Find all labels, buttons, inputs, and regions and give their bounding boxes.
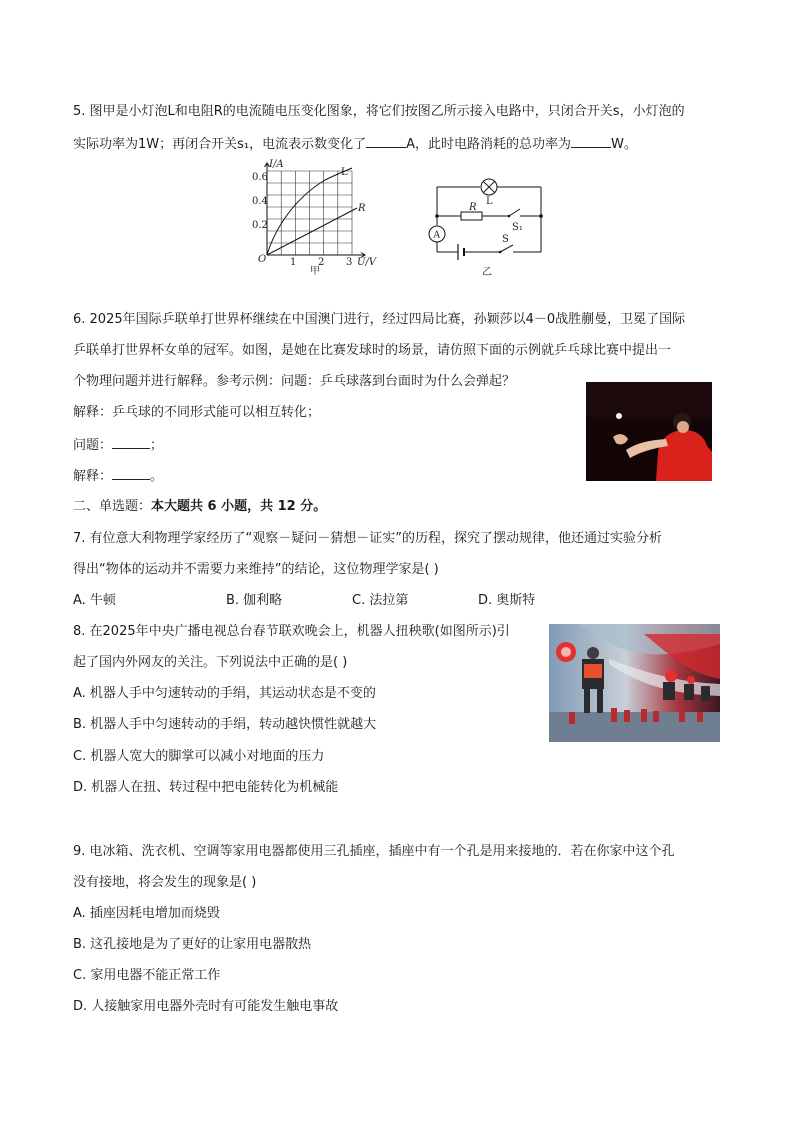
graph-caption: 甲 [310,266,320,277]
resistor-icon [461,212,482,220]
q5-blank-current[interactable] [366,133,406,148]
q6-line1: 6. 2025年国际乒联单打世界杯继续在中国澳门进行，经过四局比赛，孙颖莎以4－0战胜蒯曼，卫冕了国际 [73,312,686,327]
q6-line6 [73,465,163,487]
q6-answer-label: 解释： [73,469,113,484]
circuit-s-label: S [502,234,509,245]
q8-option-d[interactable]: D. 机器人在扭、转过程中把电能转化为机械能 [73,780,339,795]
q7-option-d[interactable]: D. 奥斯特 [478,593,536,608]
robot-dance-photo [549,624,720,742]
q6-line2: 乒联单打世界杯女单的冠军。如图，是她在比赛发球时的场景，请仿照下面的示例就乒乓球比赛中提出一 [73,343,672,358]
q5-line2 [73,133,637,155]
switch-s1-icon [509,209,520,216]
q7-option-c[interactable]: C. 法拉第 [352,593,409,608]
iu-graph [252,158,380,278]
q6-question-label: 问题： [73,438,113,453]
q8-line1: 8. 在2025年中央广播电视总台春节联欢晚会上，机器人扭秧歌(如图所示)引 [73,624,510,639]
q5-line2-c: W。 [611,137,637,152]
section2-detail: 本大题共 6 小题，共 12 分。 [151,499,327,514]
q6-line4: 解释：乒乓球的不同形式能可以相互转化； [73,405,321,420]
x-tick-3: 3 [346,257,353,268]
circuit-resistor-label: R [469,202,477,213]
q9-option-a[interactable]: A. 插座因耗电增加而烧毁 [73,906,220,921]
circuit-diagram [425,172,550,280]
q6-line5-end: ； [150,438,164,453]
ping-pong-ball-icon [616,413,622,419]
q6-answer-blank[interactable] [112,465,150,480]
q6-line6-end: 。 [150,469,164,484]
q8-option-a[interactable]: A. 机器人手中匀速转动的手绢，其运动状态是不变的 [73,686,376,701]
y-tick-04: 0.4 [252,196,268,207]
q9-line2: 没有接地，将会发生的现象是( ) [73,875,257,890]
switch-s-icon [500,245,513,252]
q9-line1: 9. 电冰箱、洗衣机、空调等家用电器都使用三孔插座，插座中有一个孔是用来接地的．若在你家中这个孔 [73,844,675,859]
q7-line2: 得出“物体的运动并不需要力来维持”的结论，这位物理学家是( ) [73,562,439,577]
circuit-s1-label: S₁ [512,222,523,233]
q6-question-blank[interactable] [112,434,150,449]
q9-option-c[interactable]: C. 家用电器不能正常工作 [73,968,221,983]
circuit-caption: 乙 [482,267,492,278]
section2-prefix: 二、单选题： [73,499,152,514]
q7-option-a[interactable]: A. 牛顿 [73,593,116,608]
q8-option-b[interactable]: B. 机器人手中匀速转动的手绢，转动越快惯性就越大 [73,717,377,732]
y-tick-06: 0.6 [252,172,268,183]
q5-line2-a: 实际功率为1W；再闭合开关s₁，电流表示数变化了 [73,137,367,152]
line-R [267,208,357,255]
q9-option-d[interactable]: D. 人接触家用电器外壳时有可能发生触电事故 [73,999,339,1014]
q7-line1: 7. 有位意大利物理学家经历了“观察－疑问－猜想－证实”的历程，探究了摆动规律，他还通过实验分析 [73,531,663,546]
q8-option-c[interactable]: C. 机器人宽大的脚掌可以减小对地面的压力 [73,749,325,764]
q6-line5 [73,434,163,456]
circuit-lamp-label: L [486,196,493,207]
q9-option-b[interactable]: B. 这孔接地是为了更好的让家用电器散热 [73,937,312,952]
circuit-ammeter-label: A [433,230,440,241]
q5-blank-power[interactable] [571,133,611,148]
table-tennis-photo [586,382,712,481]
q5-line1: 5. 图甲是小灯泡L和电阻R的电流随电压变化图象，将它们按图乙所示接入电路中，只闭合开关s，小灯泡的 [73,104,685,119]
q7-option-b[interactable]: B. 伽利略 [226,593,283,608]
graph-origin: O [258,254,267,265]
q8-line2: 起了国内外网友的关注。下列说法中正确的是( ) [73,655,348,670]
section2-heading [73,497,326,517]
graph-x-label: U/V [357,257,377,268]
y-tick-02: 0.2 [252,220,268,231]
graph-y-label: I/A [269,159,284,170]
q6-line3: 个物理问题并进行解释。参考示例：问题：乒乓球落到台面时为什么会弹起？ [73,374,516,389]
x-tick-1: 1 [290,257,297,268]
curve-L-label: L [341,167,348,178]
q5-line2-b: A，此时电路消耗的总功率为 [406,137,572,152]
line-R-label: R [358,203,366,214]
x-tick-2: 2 [318,257,325,268]
